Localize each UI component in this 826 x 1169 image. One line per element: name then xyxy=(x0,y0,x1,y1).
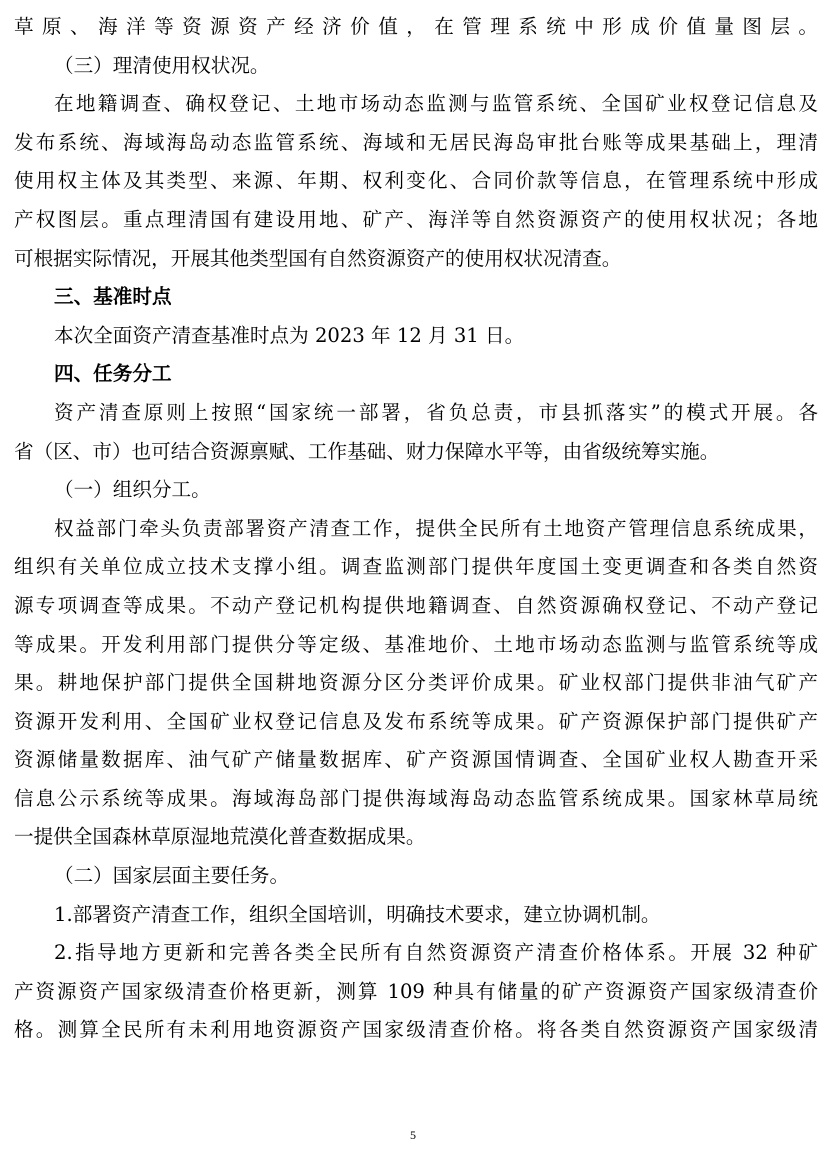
paragraph-line: 发布系统、海域海岛动态监管系统、海域和无居民海岛审批台账等成果基础上，理清 xyxy=(14,130,818,154)
paragraph-line: 使用权主体及其类型、来源、年期、权利变化、合同价款等信息，在管理系统中形成 xyxy=(14,169,818,193)
page-number: 5 xyxy=(410,1128,416,1142)
paragraph-line: 格。测算全民所有未利用地资源资产国家级清查价格。将各类自然资源资产国家级清 xyxy=(14,1018,818,1042)
paragraph-line: 可根据实际情况，开展其他类型国有自然资源资产的使用权状况清查。 xyxy=(14,246,622,270)
paragraph-line: 一提供全国森林草原湿地荒漠化普查数据成果。 xyxy=(14,825,426,849)
paragraph-line: 资源储量数据库、油气矿产储量数据库、矿产资源国情调查、全国矿业权人勘查开采 xyxy=(14,748,818,772)
section-heading: 四、任务分工 xyxy=(54,362,172,386)
paragraph-line: 权益部门牵头负责部署资产清查工作，提供全民所有土地资产管理信息系统成果， xyxy=(54,516,818,540)
paragraph-line: 组织有关单位成立技术支撑小组。调查监测部门提供年度国土变更调查和各类自然资 xyxy=(14,555,818,579)
paragraph-line: 源专项调查等成果。不动产登记机构提供地籍调查、自然资源确权登记、不动产登记 xyxy=(14,593,818,617)
paragraph-line: 草原、海洋等资源资产经济价值，在管理系统中形成价值量图层。 xyxy=(14,15,818,38)
paragraph-line: 本次全面资产清查基准时点为 2023 年 12 月 31 日。 xyxy=(54,323,525,347)
list-item: 2.指导地方更新和完善各类全民所有自然资源资产清查价格体系。开展 32 种矿 xyxy=(54,941,818,965)
list-item: 1.部署资产清查工作，组织全国培训，明确技术要求，建立协调机制。 xyxy=(54,902,661,926)
paragraph-line: 等成果。开发利用部门提供分等定级、基准地价、土地市场动态监测与监管系统等成 xyxy=(14,632,818,656)
subsection-heading: （一）组织分工。 xyxy=(54,478,211,502)
paragraph-line: 省（区、市）也可结合资源禀赋、工作基础、财力保障水平等，由省级统筹实施。 xyxy=(14,439,720,463)
subsection-heading: （三）理清使用权状况。 xyxy=(54,53,270,77)
paragraph-line: 资源开发利用、全国矿业权登记信息及发布系统等成果。矿产资源保护部门提供矿产 xyxy=(14,709,818,733)
paragraph-line: 在地籍调查、确权登记、土地市场动态监测与监管系统、全国矿业权登记信息及 xyxy=(54,92,818,116)
subsection-heading: （二）国家层面主要任务。 xyxy=(54,864,290,888)
body-text xyxy=(14,8,818,1050)
paragraph-line: 果。耕地保护部门提供全国耕地资源分区分类评价成果。矿业权部门提供非油气矿产 xyxy=(14,671,818,695)
section-heading: 三、基准时点 xyxy=(54,285,172,309)
paragraph-line: 产权图层。重点理清国有建设用地、矿产、海洋等自然资源资产的使用权状况；各地 xyxy=(14,207,818,231)
paragraph-line: 信息公示系统等成果。海域海岛部门提供海域海岛动态监管系统成果。国家林草局统 xyxy=(14,786,818,810)
paragraph-line: 产资源资产国家级清查价格更新，测算 109 种具有储量的矿产资源资产国家级清查价 xyxy=(14,979,818,1003)
paragraph-line: 资产清查原则上按照“国家统一部署，省负总责，市县抓落实”的模式开展。各 xyxy=(54,400,818,424)
